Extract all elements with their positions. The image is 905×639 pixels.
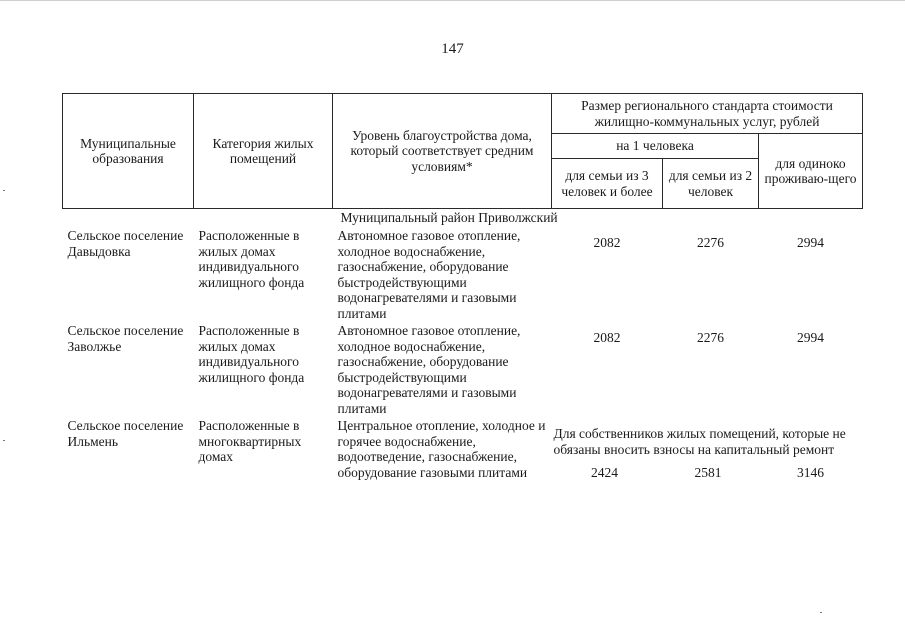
ilmen-values <box>552 457 863 481</box>
municipality-cell: Сельское поселение Заволжье <box>67 323 184 354</box>
family2-value: 2581 <box>694 465 722 480</box>
family2-value: 2276 <box>697 235 724 250</box>
table-body <box>63 209 863 481</box>
family3-value: 2082 <box>593 235 621 250</box>
level-cell: Центральное отопление, холодное и горячее водоснабжение, водоотведение, газоснабжение, оборудование газовыми плитами <box>337 418 546 480</box>
page-number: 147 <box>441 41 464 57</box>
header-municipality: Муниципальные образования <box>63 94 194 209</box>
scan-speck <box>820 612 822 613</box>
municipality-cell: Сельское поселение Ильмень <box>67 418 184 449</box>
scan-edge-line <box>0 0 905 1</box>
scan-speck <box>3 440 5 441</box>
category-cell: Расположенные в многоквартирных домах <box>198 418 302 464</box>
category-cell: Расположенные в жилых домах индивидуального жилищного фонда <box>198 228 305 290</box>
level-cell: Автономное газовое отопление, холодное водоснабжение, газоснабжение, оборудование быстродействующими водонагревателями и газовыми плитами <box>337 228 521 321</box>
header-category: Категория жилых помещений <box>194 94 333 209</box>
header-single: для одиноко проживаю-щего <box>759 134 863 209</box>
single-value: 2994 <box>797 330 824 345</box>
category-cell: Расположенные в жилых домах индивидуального жилищного фонда <box>198 323 305 385</box>
family3-value: 2424 <box>591 465 618 480</box>
table-header <box>63 94 863 209</box>
ilmen-values-cell <box>552 418 863 481</box>
scan-speck <box>3 190 5 191</box>
municipality-cell: Сельское поселение Давыдовка <box>67 228 184 259</box>
section-row <box>63 209 863 229</box>
header-standard-size: Размер регионального стандарта стоимости жилищно-коммунальных услуг, рублей <box>552 94 863 134</box>
housing-cost-table <box>62 93 863 481</box>
family3-value: 2082 <box>593 330 621 345</box>
family2-value: 2276 <box>697 330 724 345</box>
header-family-2: для семьи из 2 человек <box>663 159 759 209</box>
header-level: Уровень благоустройства дома, который соответствует средним условиям* <box>333 94 552 209</box>
table-row <box>63 418 863 481</box>
single-value: 3146 <box>797 465 824 480</box>
level-cell: Автономное газовое отопление, холодное водоснабжение, газоснабжение, оборудование быстродействующими водонагревателями и газовыми плитами <box>337 323 521 416</box>
single-value: 2994 <box>797 235 824 250</box>
capital-repair-note: Для собственников жилых помещений, которые не обязаны вносить взносы на капитальный ремонт <box>553 426 846 457</box>
table-row <box>63 228 863 321</box>
header-per-person: на 1 человека <box>552 134 759 159</box>
section-title: Муниципальный район Приволжский <box>340 210 558 225</box>
header-family-3: для семьи из 3 человек и более <box>552 159 663 209</box>
table-row <box>63 323 863 416</box>
